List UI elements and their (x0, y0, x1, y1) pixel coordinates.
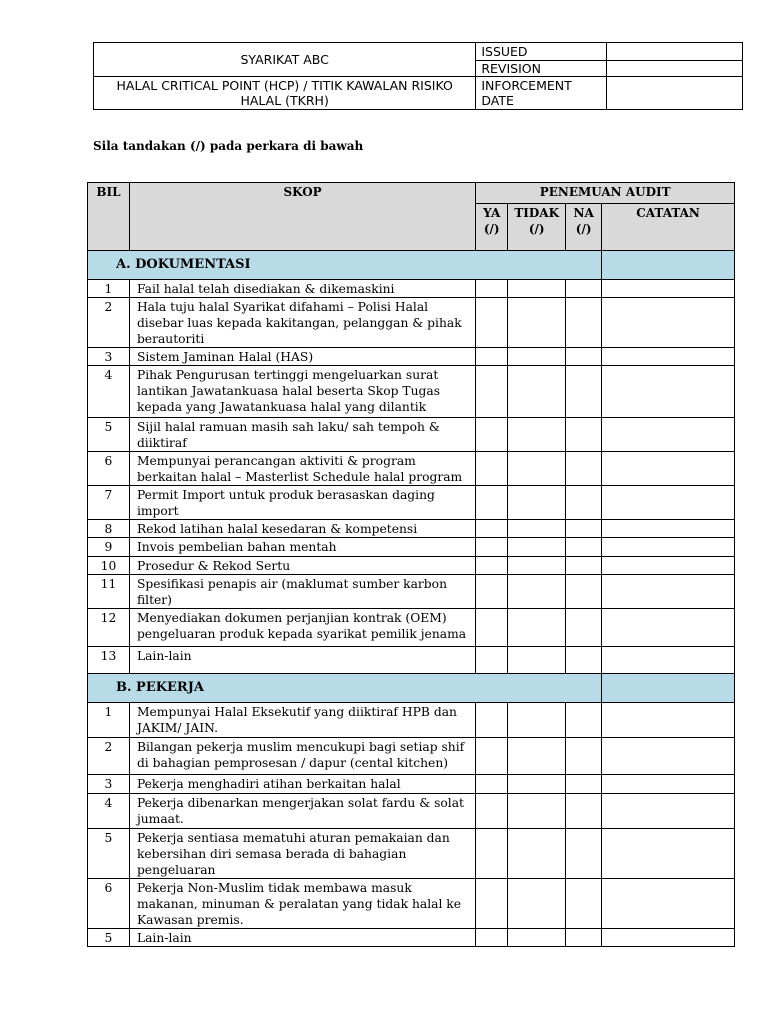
na-check-cell[interactable] (566, 418, 602, 452)
na-check-cell[interactable] (566, 738, 602, 775)
column-header-ya: YA (/) (476, 204, 508, 251)
ya-check-cell[interactable] (476, 647, 508, 674)
catatan-cell[interactable] (602, 738, 735, 775)
item-number: 5 (88, 418, 130, 452)
item-scope-text: Lain-lain (129, 647, 475, 674)
ya-check-cell[interactable] (476, 520, 508, 538)
ya-check-cell[interactable] (476, 829, 508, 879)
na-check-cell[interactable] (566, 366, 602, 418)
catatan-cell[interactable] (602, 647, 735, 674)
na-check-cell[interactable] (566, 557, 602, 575)
table-row (88, 538, 735, 557)
item-scope-text: Sijil halal ramuan masih sah laku/ sah tempoh & diiktiraf (129, 418, 475, 452)
item-scope-text: Bilangan pekerja muslim mencukupi bagi setiap shif di bahagian pemprosesan / dapur (cental kitchen) (129, 738, 475, 775)
ya-check-cell[interactable] (476, 703, 508, 738)
item-scope-text: Sistem Jaminan Halal (HAS) (129, 348, 475, 366)
na-check-cell[interactable] (566, 348, 602, 366)
catatan-cell[interactable] (602, 538, 735, 557)
ya-check-cell[interactable] (476, 775, 508, 794)
ya-check-cell[interactable] (476, 557, 508, 575)
tidak-check-cell[interactable] (508, 829, 566, 879)
catatan-cell[interactable] (602, 418, 735, 452)
table-row (88, 557, 735, 575)
tidak-check-cell[interactable] (508, 557, 566, 575)
item-scope-text: Pekerja menghadiri atihan berkaitan halal (129, 775, 475, 794)
tidak-check-cell[interactable] (508, 929, 566, 947)
na-check-cell[interactable] (566, 520, 602, 538)
catatan-cell[interactable] (602, 829, 735, 879)
table-row (88, 575, 735, 609)
na-check-cell[interactable] (566, 575, 602, 609)
item-number: 5 (88, 829, 130, 879)
tidak-check-cell[interactable] (508, 366, 566, 418)
tidak-check-cell[interactable] (508, 280, 566, 298)
catatan-cell[interactable] (602, 520, 735, 538)
table-row (88, 418, 735, 452)
item-scope-text: Invois pembelian bahan mentah (129, 538, 475, 557)
catatan-cell[interactable] (602, 703, 735, 738)
section-header-row (88, 251, 735, 280)
tidak-check-cell[interactable] (508, 879, 566, 929)
table-row (88, 929, 735, 947)
section-catatan-cell (602, 674, 735, 703)
catatan-cell[interactable] (602, 348, 735, 366)
tidak-check-cell[interactable] (508, 575, 566, 609)
table-row (88, 452, 735, 486)
item-scope-text: Hala tuju halal Syarikat difahami – Polisi Halal disebar luas kepada kakitangan, pelanggan & pihak berautoriti (129, 298, 475, 348)
item-number: 8 (88, 520, 130, 538)
item-scope-text: Mempunyai perancangan aktiviti & program berkaitan halal – Masterlist Schedule halal program (129, 452, 475, 486)
company-name: SYARIKAT ABC (94, 43, 476, 77)
na-check-cell[interactable] (566, 703, 602, 738)
tidak-check-cell[interactable] (508, 794, 566, 829)
item-scope-text: Spesifikasi penapis air (maklumat sumber karbon filter) (129, 575, 475, 609)
na-check-cell[interactable] (566, 879, 602, 929)
ya-check-cell[interactable] (476, 366, 508, 418)
ya-check-cell[interactable] (476, 486, 508, 520)
table-row (88, 829, 735, 879)
document-header (93, 42, 743, 110)
table-row (88, 298, 735, 348)
tidak-check-cell[interactable] (508, 452, 566, 486)
item-number: 9 (88, 538, 130, 557)
na-check-cell[interactable] (566, 929, 602, 947)
catatan-cell[interactable] (602, 557, 735, 575)
ya-check-cell[interactable] (476, 738, 508, 775)
na-check-cell[interactable] (566, 794, 602, 829)
ya-check-cell[interactable] (476, 794, 508, 829)
catatan-cell[interactable] (602, 280, 735, 298)
section-title: A. DOKUMENTASI (88, 251, 602, 280)
section-title: B. PEKERJA (88, 674, 602, 703)
table-row (88, 703, 735, 738)
inforcement-date-label: INFORCEMENT DATE (476, 77, 607, 110)
tidak-check-cell[interactable] (508, 738, 566, 775)
table-row (88, 647, 735, 674)
catatan-cell[interactable] (602, 775, 735, 794)
tidak-check-cell[interactable] (508, 538, 566, 557)
item-number: 2 (88, 738, 130, 775)
item-number: 1 (88, 280, 130, 298)
section-header-row (88, 674, 735, 703)
tidak-check-cell[interactable] (508, 775, 566, 794)
audit-table (87, 182, 735, 947)
item-number: 6 (88, 452, 130, 486)
catatan-cell[interactable] (602, 452, 735, 486)
ya-check-cell[interactable] (476, 929, 508, 947)
item-scope-text: Pekerja Non-Muslim tidak membawa masuk makanan, minuman & peralatan yang tidak halal ke Kawasan premis. (129, 879, 475, 929)
column-header-tidak: TIDAK (/) (508, 204, 566, 251)
catatan-cell[interactable] (602, 794, 735, 829)
item-scope-text: Rekod latihan halal kesedaran & kompetensi (129, 520, 475, 538)
item-number: 2 (88, 298, 130, 348)
item-number: 4 (88, 794, 130, 829)
item-scope-text: Mempunyai Halal Eksekutif yang diiktiraf HPB dan JAKIM/ JAIN. (129, 703, 475, 738)
revision-label: REVISION (476, 61, 607, 77)
column-header-bil: BIL (88, 183, 130, 251)
tidak-check-cell[interactable] (508, 520, 566, 538)
item-scope-text: Menyediakan dokumen perjanjian kontrak (OEM) pengeluaran produk kepada syarikat pemilik jenama (129, 609, 475, 647)
item-number: 10 (88, 557, 130, 575)
table-row (88, 775, 735, 794)
table-row (88, 609, 735, 647)
instruction-text: Sila tandakan (/) pada perkara di bawah (93, 139, 364, 153)
na-check-cell[interactable] (566, 538, 602, 557)
item-number: 1 (88, 703, 130, 738)
section-catatan-cell (602, 251, 735, 280)
catatan-cell[interactable] (602, 879, 735, 929)
table-row (88, 738, 735, 775)
item-scope-text: Fail halal telah disediakan & dikemaskini (129, 280, 475, 298)
na-check-cell[interactable] (566, 609, 602, 647)
table-row (88, 794, 735, 829)
ya-check-cell[interactable] (476, 280, 508, 298)
tidak-check-cell[interactable] (508, 486, 566, 520)
tidak-check-cell[interactable] (508, 703, 566, 738)
na-check-cell[interactable] (566, 486, 602, 520)
column-header-skop: SKOP (129, 183, 475, 251)
table-row (88, 879, 735, 929)
column-header-na: NA (/) (566, 204, 602, 251)
catatan-cell[interactable] (602, 575, 735, 609)
table-row (88, 366, 735, 418)
ya-check-cell[interactable] (476, 452, 508, 486)
item-scope-text: Permit Import untuk produk berasaskan daging import (129, 486, 475, 520)
ya-check-cell[interactable] (476, 538, 508, 557)
item-scope-text: Pihak Pengurusan tertinggi mengeluarkan surat lantikan Jawatankuasa halal beserta Skop Tugas kepada yang Jawatankuasa halal yang dilantik (129, 366, 475, 418)
na-check-cell[interactable] (566, 452, 602, 486)
catatan-cell[interactable] (602, 486, 735, 520)
table-row (88, 348, 735, 366)
item-number: 12 (88, 609, 130, 647)
item-number: 3 (88, 348, 130, 366)
item-number: 11 (88, 575, 130, 609)
catatan-cell[interactable] (602, 298, 735, 348)
item-number: 4 (88, 366, 130, 418)
column-header-penemuan-audit: PENEMUAN AUDIT (476, 183, 735, 204)
item-number: 5 (88, 929, 130, 947)
item-scope-text: Prosedur & Rekod Sertu (129, 557, 475, 575)
table-row (88, 280, 735, 298)
catatan-cell[interactable] (602, 366, 735, 418)
ya-check-cell[interactable] (476, 418, 508, 452)
tidak-check-cell[interactable] (508, 348, 566, 366)
ya-check-cell[interactable] (476, 575, 508, 609)
inforcement-date-value (607, 77, 743, 110)
ya-check-cell[interactable] (476, 879, 508, 929)
table-row (88, 520, 735, 538)
ya-check-cell[interactable] (476, 348, 508, 366)
tidak-check-cell[interactable] (508, 647, 566, 674)
issued-value (607, 43, 743, 61)
catatan-cell[interactable] (602, 609, 735, 647)
na-check-cell[interactable] (566, 647, 602, 674)
na-check-cell[interactable] (566, 298, 602, 348)
ya-check-cell[interactable] (476, 298, 508, 348)
item-scope-text: Pekerja sentiasa mematuhi aturan pemakaian dan kebersihan diri semasa berada di bahagian pengeluaran (129, 829, 475, 879)
tidak-check-cell[interactable] (508, 418, 566, 452)
catatan-cell[interactable] (602, 929, 735, 947)
tidak-check-cell[interactable] (508, 609, 566, 647)
revision-value (607, 61, 743, 77)
item-number: 3 (88, 775, 130, 794)
tidak-check-cell[interactable] (508, 298, 566, 348)
item-scope-text: Pekerja dibenarkan mengerjakan solat fardu & solat jumaat. (129, 794, 475, 829)
table-row (88, 486, 735, 520)
item-number: 13 (88, 647, 130, 674)
issued-label: ISSUED (476, 43, 607, 61)
item-number: 6 (88, 879, 130, 929)
item-scope-text: Lain-lain (129, 929, 475, 947)
ya-check-cell[interactable] (476, 609, 508, 647)
document-title: HALAL CRITICAL POINT (HCP) / TITIK KAWALAN RISIKO HALAL (TKRH) (94, 77, 476, 110)
na-check-cell[interactable] (566, 280, 602, 298)
column-header-catatan: CATATAN (602, 204, 735, 251)
na-check-cell[interactable] (566, 829, 602, 879)
item-number: 7 (88, 486, 130, 520)
na-check-cell[interactable] (566, 775, 602, 794)
